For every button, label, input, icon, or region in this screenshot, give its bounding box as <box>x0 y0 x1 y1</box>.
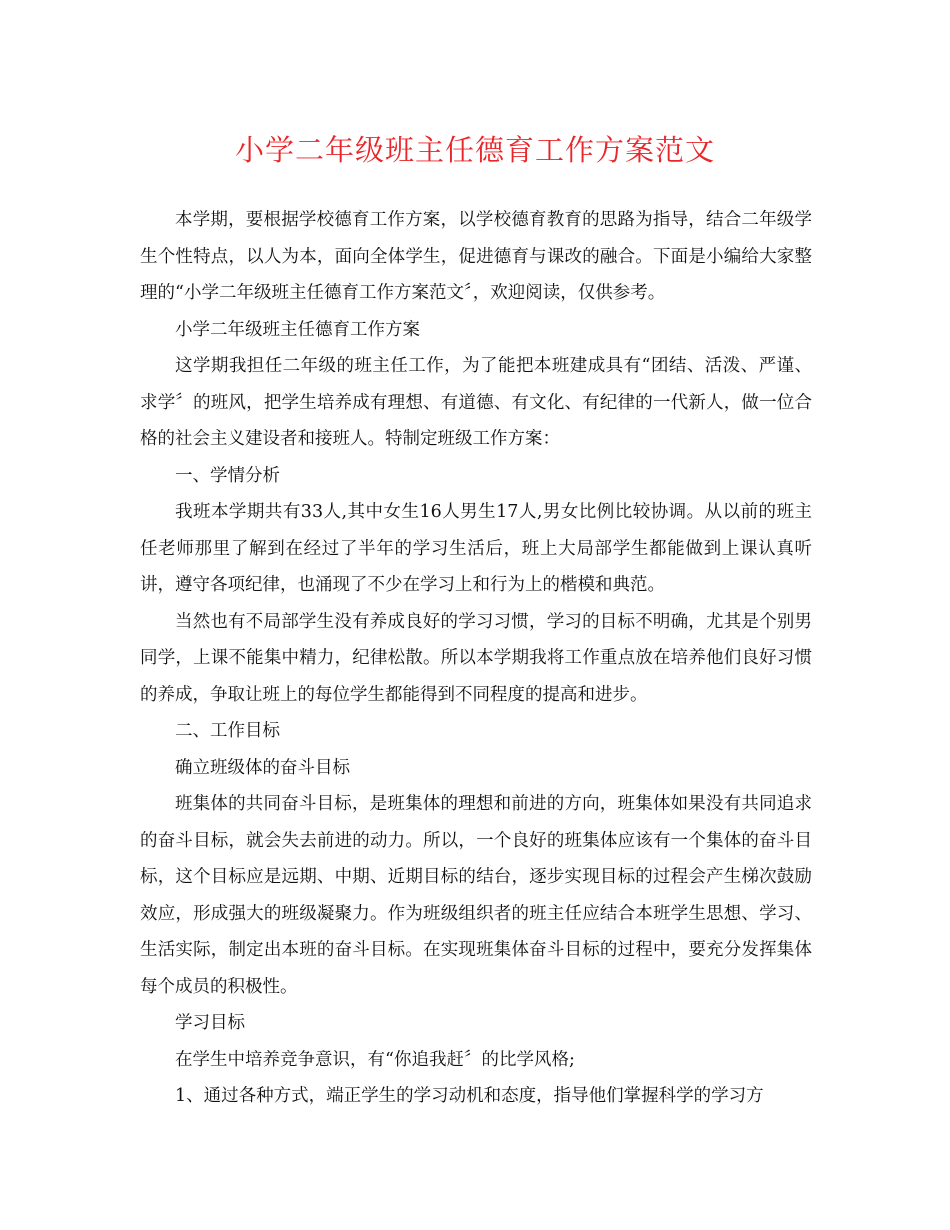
class-goal-paragraph: 这学期我担任二年级的班主任工作，为了能把本班建成具有“团结、活泼、严谨、求学〞的班风，把学生培养成有理想、有道德、有文化、有纪律的一代新人，做一位合格的社会主义建设者和接班人。特制定班级工作方案： <box>140 356 812 449</box>
plan-subtitle: 小学二年级班主任德育工作方案 <box>175 319 420 340</box>
competition-paragraph: 在学生中培养竞争意识，有“你追我赶〞的比学风格; <box>175 1049 575 1070</box>
document-title: 小学二年级班主任德育工作方案范文 <box>234 133 715 167</box>
subheading-learning-goal: 学习目标 <box>175 1013 245 1033</box>
section-heading-goals: 二、工作目标 <box>175 721 280 741</box>
document-body <box>140 202 812 1115</box>
analysis-paragraph-2: 当然也有不局部学生没有养成良好的学习习惯，学习的目标不明确，尤其是个别男同学，上课不能集中精力，纪律松散。所以本学期我将工作重点放在培养他们良好习惯的养成，争取让班上的每位学生都能得到不同程度的提高和进步。 <box>140 611 812 705</box>
list-item-1: 1、通过各种方式，端正学生的学习动机和态度，指导他们掌握科学的学习方 <box>175 1086 764 1106</box>
analysis-paragraph-1: 我班本学期共有33人,其中女生16人男生17人,男女比例比较协调。从以前的班主任老师那里了解到在经过了半年的学习生活后，班上大局部学生都能做到上课认真听讲，遵守各项纪律，也涌现了不少在学习上和行为上的楷模和典范。 <box>140 502 812 595</box>
subheading-class-goal: 确立班级体的奋斗目标 <box>175 757 350 778</box>
section-heading-analysis: 一、学情分析 <box>175 465 280 486</box>
intro-paragraph: 本学期，要根据学校德育工作方案，以学校德育教育的思路为指导，结合二年级学生个性特点，以人为本，面向全体学生，促进德育与课改的融合。下面是小编给大家整理的“小学二年级班主任德育工作方案范文〞，欢迎阅读，仅供参考。 <box>140 210 812 303</box>
goals-paragraph: 班集体的共同奋斗目标，是班集体的理想和前进的方向，班集体如果没有共同追求的奋斗目标，就会失去前进的动力。所以，一个良好的班集体应该有一个集体的奋斗目标，这个目标应是远期、中期、近期目标的结台，逐步实现目标的过程会产生梯次鼓励效应，形成强大的班级凝聚力。作为班级组织者的班主任应结合本班学生思想、学习、生活实际，制定出本班的奋斗目标。在实现班集体奋斗目标的过程中，要充分发挥集体每个成员的积极性。 <box>140 794 812 997</box>
